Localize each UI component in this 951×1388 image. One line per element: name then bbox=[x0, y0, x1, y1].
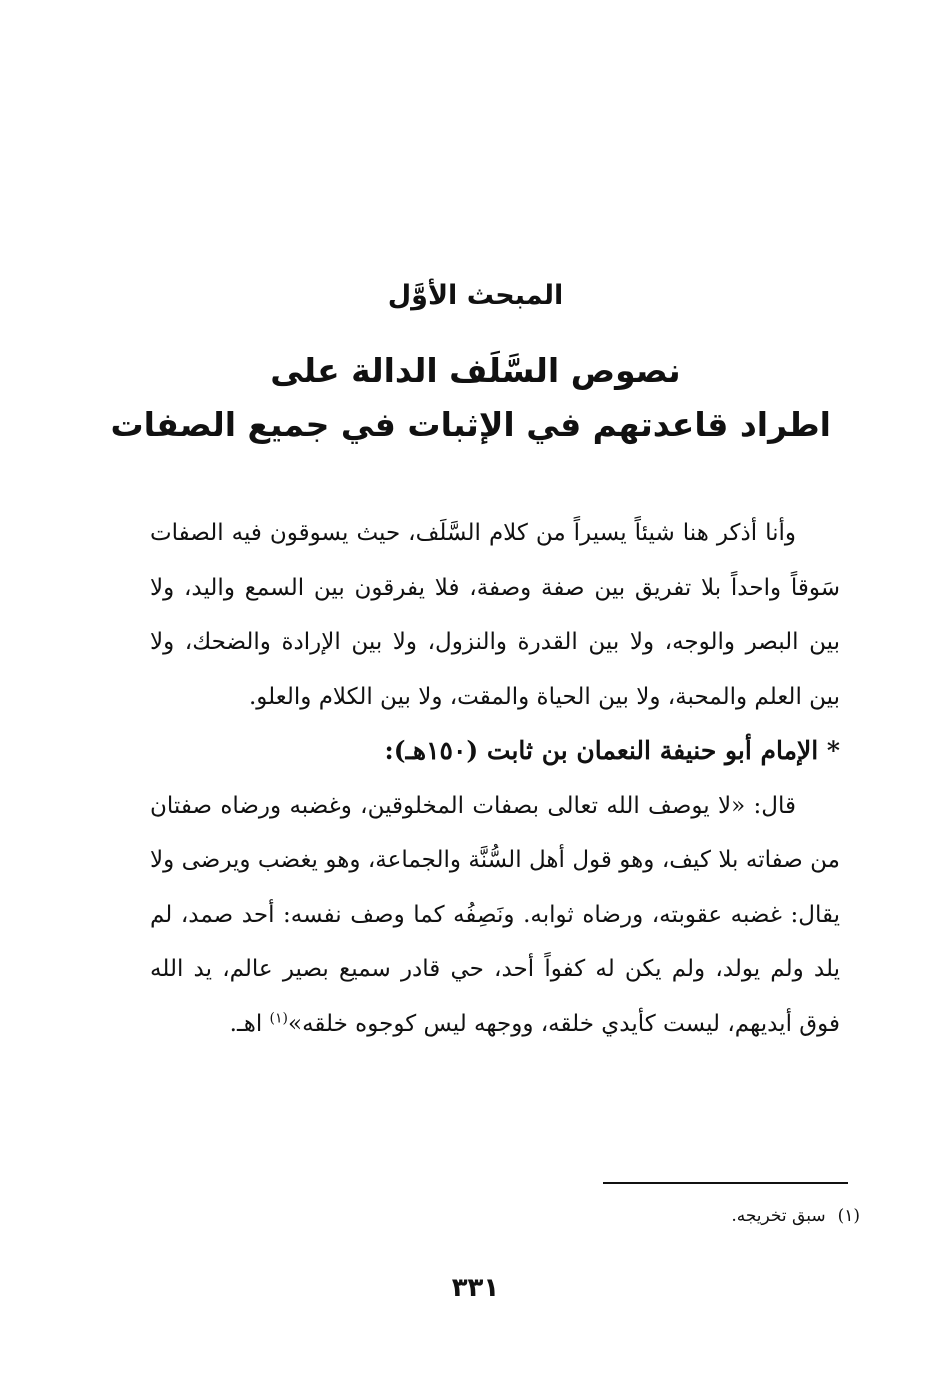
imam-heading: * الإمام أبو حنيفة النعمان بن ثابت (١٥٠هـ): bbox=[384, 736, 840, 765]
page-number: ٣٣١ bbox=[451, 1273, 500, 1303]
section-label: المبحث الأوَّل bbox=[387, 280, 564, 311]
chapter-title bbox=[110, 344, 831, 452]
chapter-title-line-1: نصوص السَّلَف الدالة على bbox=[270, 351, 681, 390]
body-text bbox=[150, 506, 840, 1051]
footnote-text: سبق تخريجه. bbox=[731, 1206, 826, 1226]
quote-text: قال: «لا يوصف الله تعالى بصفات المخلوقين، وغضبه ورضاه صفتان من صفاته بلا كيف، وهو قول أهل السُّنَّة والجماعة، وهو يغضب ويرضى ولا يقال: غضبه عقوبته، ورضاه ثوابه. ونَصِفُه كما وصف نفسه: أحد صمد، لم يلد ولم يولد، ولم يكن له كفواً أحد، حي قادر سميع بصير عالم، يد الله فوق أيديهم، ليست كأيدي خلقه، ووجهه ليس كوجوه خلقه» bbox=[150, 792, 840, 1037]
footnote bbox=[300, 1202, 860, 1230]
footnote-separator bbox=[603, 1182, 848, 1184]
quote-ending: اهـ. bbox=[229, 1010, 270, 1037]
intro-paragraph: وأنا أذكر هنا شيئاً يسيراً من كلام السَّلَف، حيث يسوقون فيه الصفات سَوقاً واحداً بلا تفريق بين صفة وصفة، فلا يفرقون بين السمع واليد، ولا بين البصر والوجه، ولا بين القدرة والنزول، ولا بين الإرادة والضحك، ولا بين العلم والمحبة، ولا بين الحياة والمقت، ولا بين الكلام والعلو. bbox=[150, 520, 840, 710]
chapter-title-line-2: اطراد قاعدتهم في الإثبات في جميع الصفات bbox=[110, 405, 831, 444]
footnote-reference: (١) bbox=[269, 1009, 288, 1026]
quote-paragraph bbox=[150, 779, 840, 1052]
footnote-number: (١) bbox=[837, 1206, 860, 1226]
